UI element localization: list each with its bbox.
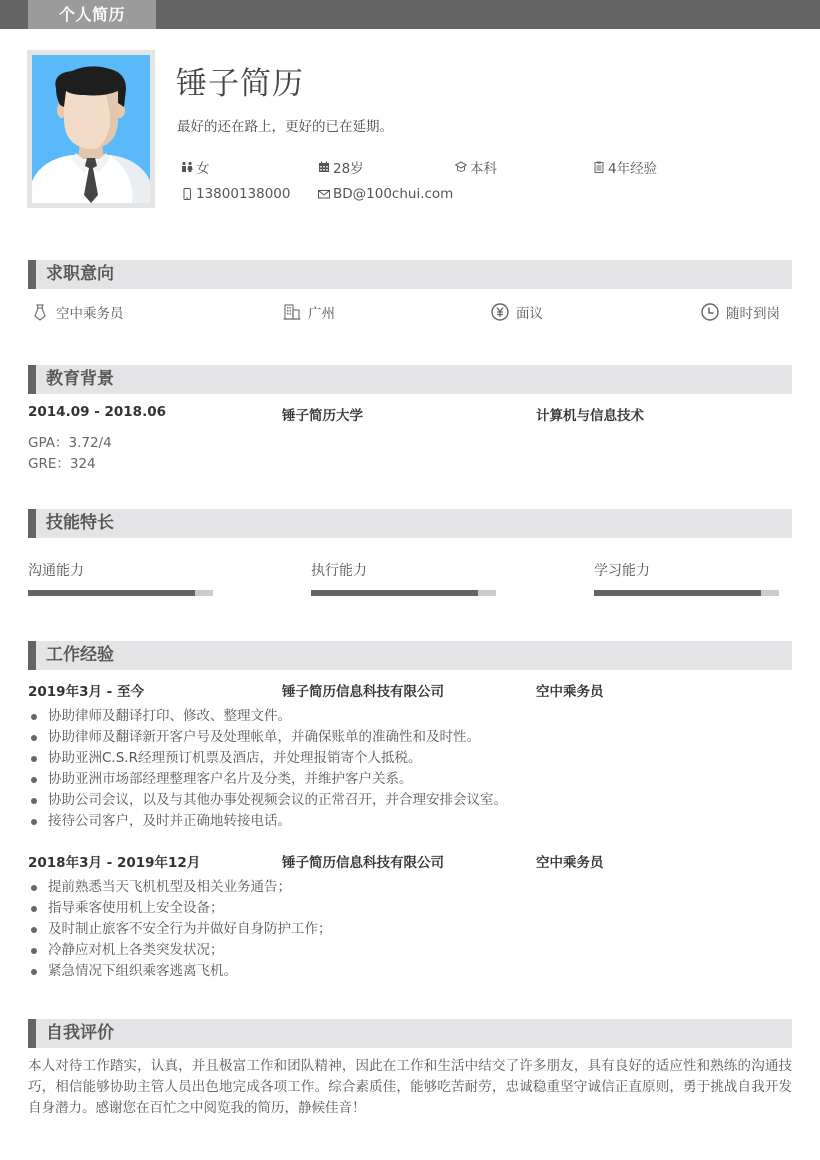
work-1-period: 2019年3月 - 至今: [28, 684, 144, 700]
work-1-company: 锤子简历信息科技有限公司: [282, 684, 444, 700]
section-title: 求职意向: [46, 264, 114, 284]
info-phone: [180, 186, 290, 202]
intent-availability: [700, 302, 780, 322]
intent-city: [282, 302, 335, 322]
skill-bar-fill: [311, 590, 478, 596]
education-gpa: GPA：3.72/4: [28, 435, 112, 451]
skill-bar-fill: [28, 590, 195, 596]
mail-icon: [317, 187, 331, 201]
experience-value: 4年经验: [608, 161, 658, 177]
skill-bar-fill: [594, 590, 761, 596]
intent-salary: [490, 302, 543, 322]
section-header-work: [28, 641, 792, 670]
list-item: 提前熟悉当天飞机机型及相关业务通告；: [28, 877, 332, 898]
info-experience: [592, 157, 657, 177]
avatar-illustration-icon: [32, 55, 150, 203]
section-header-education: [28, 365, 792, 394]
clipboard-icon: [592, 160, 606, 174]
info-age: [317, 157, 364, 177]
building-icon: [282, 302, 302, 322]
list-item: 紧急情况下组织乘客逃离飞机。: [28, 961, 332, 982]
section-title: 教育背景: [46, 369, 114, 389]
work-2-position: 空中乘务员: [536, 855, 604, 871]
avatar-photo: [27, 50, 155, 208]
degree-value: 本科: [470, 161, 497, 177]
section-title: 自我评价: [46, 1023, 114, 1043]
work-1-position: 空中乘务员: [536, 684, 604, 700]
email-value[interactable]: BD@100chui.com: [333, 186, 454, 202]
resume-tab-label: 个人简历: [28, 0, 156, 29]
info-gender: [180, 157, 210, 177]
list-item: 及时制止旅客不安全行为并做好自身防护工作；: [28, 919, 332, 940]
work-2-period: 2018年3月 - 2019年12月: [28, 855, 201, 871]
intent-city-label: 广州: [308, 306, 335, 322]
calendar-icon: [317, 160, 331, 174]
age-value: 28岁: [333, 161, 364, 177]
list-item: 协助亚洲市场部经理整理客户名片及分类，并维护客户关系。: [28, 769, 507, 790]
skill-label-learning: 学习能力: [594, 563, 650, 579]
list-item: 协助律师及翻译新开客户号及处理帐单，并确保账单的准确性和及时性。: [28, 727, 507, 748]
section-title: 工作经验: [46, 645, 114, 665]
skill-bar-execution: [311, 590, 496, 596]
info-degree: [454, 157, 497, 177]
education-gre: GRE：324: [28, 456, 96, 472]
list-item: 接待公司客户，及时并正确地转接电话。: [28, 811, 507, 832]
intent-availability-label: 随时到岗: [726, 306, 780, 322]
list-item: 指导乘客使用机上安全设备；: [28, 898, 332, 919]
skill-label-execution: 执行能力: [311, 563, 367, 579]
gender-icon: [180, 160, 194, 174]
education-major: 计算机与信息技术: [536, 408, 644, 424]
skill-bar-communication: [28, 590, 213, 596]
yuan-icon: [490, 302, 510, 322]
info-email: [317, 186, 453, 202]
clock-icon: [700, 302, 720, 322]
list-item: 冷静应对机上各类突发状况；: [28, 940, 332, 961]
tie-icon: [30, 302, 50, 322]
list-item: 协助公司会议，以及与其他办事处视频会议的正常召开，并合理安排会议室。: [28, 790, 507, 811]
work-1-duties: [28, 706, 507, 832]
graduation-cap-icon: [454, 160, 468, 174]
skill-bar-learning: [594, 590, 779, 596]
top-bar: [0, 0, 820, 29]
intent-position: [30, 302, 124, 322]
section-header-skills: [28, 509, 792, 538]
motto: 最好的还在路上，更好的已在延期。: [177, 119, 393, 135]
candidate-name: 锤子简历: [176, 66, 304, 102]
work-2-duties: [28, 877, 332, 982]
phone-icon: [180, 187, 194, 201]
phone-value[interactable]: 13800138000: [196, 186, 291, 202]
intent-position-label: 空中乘务员: [56, 306, 124, 322]
list-item: 协助律师及翻译打印、修改、整理文件。: [28, 706, 507, 727]
gender-value: 女: [196, 161, 210, 177]
self-evaluation-text: 本人对待工作踏实，认真，并且极富工作和团队精神，因此在工作和生活中结交了许多朋友，具有良好的适应性和熟练的沟通技巧，相信能够协助主管人员出色地完成各项工作。综合素质佳，能够吃苦耐劳，忠诚稳重坚守诚信正直原则，勇于挑战自我开发自身潜力。感谢您在百忙之中阅览我的简历，静候佳音！: [28, 1058, 792, 1116]
education-school: 锤子简历大学: [282, 408, 363, 424]
work-2-company: 锤子简历信息科技有限公司: [282, 855, 444, 871]
section-title: 技能特长: [46, 513, 114, 533]
list-item: 协助亚洲C.S.R经理预订机票及酒店，并处理报销寄个人抵税。: [28, 748, 507, 769]
section-header-job-intent: [28, 260, 792, 289]
skill-label-communication: 沟通能力: [28, 563, 84, 579]
section-header-self-evaluation: [28, 1019, 792, 1048]
intent-salary-label: 面议: [516, 306, 543, 322]
education-period: 2014.09 - 2018.06: [28, 404, 166, 420]
